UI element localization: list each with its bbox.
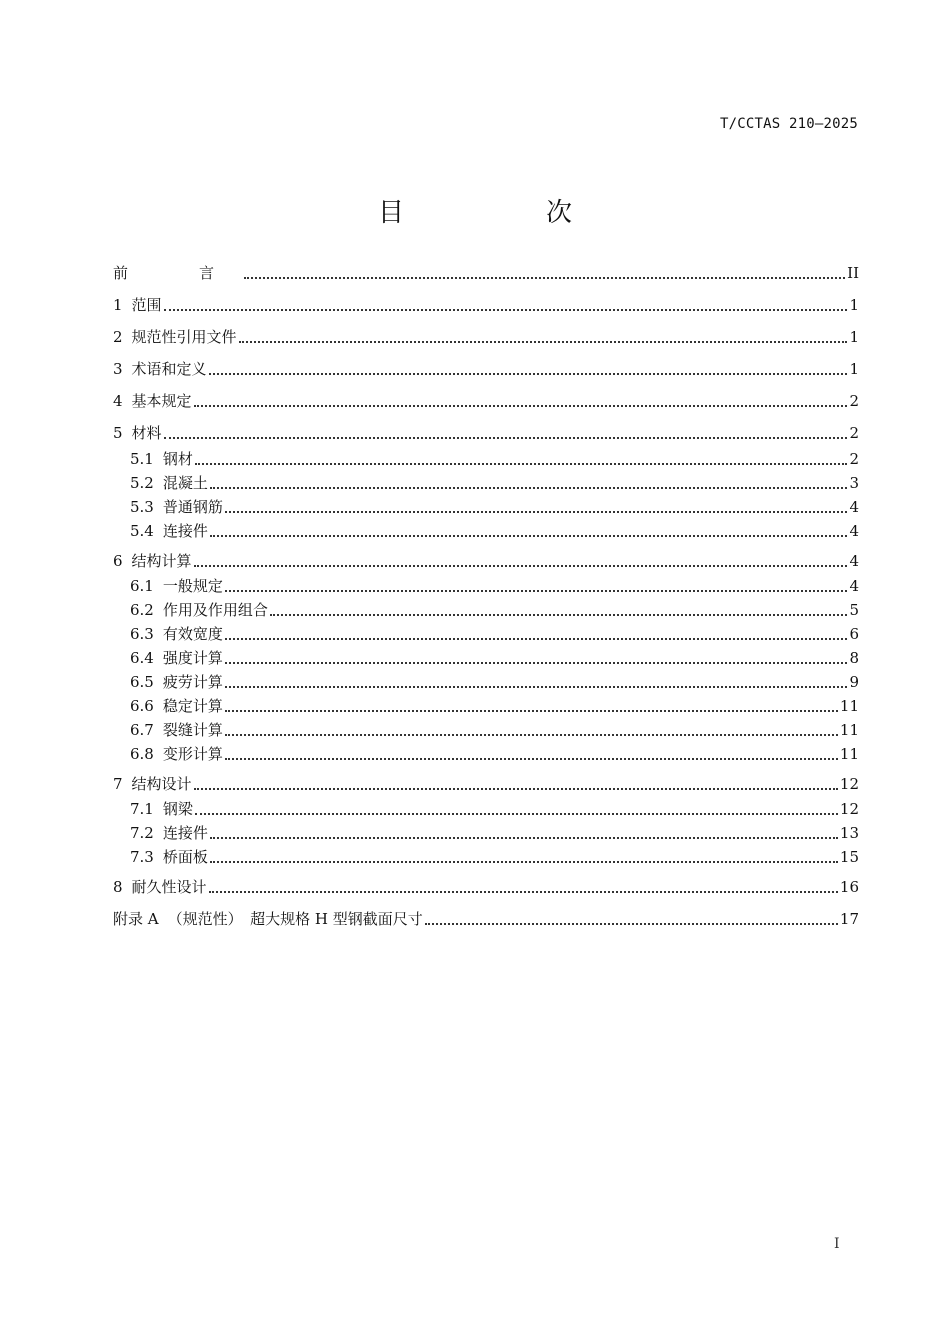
toc-entry-number: 7.3 (130, 848, 154, 866)
toc-entry-number: 6.7 (130, 721, 154, 739)
toc-entry[interactable] (113, 262, 859, 284)
toc-entry-title: 一般规定 (162, 577, 223, 595)
toc-entry-label (130, 695, 223, 717)
toc-entry-title: 耐久性设计 (131, 878, 207, 896)
toc-entry-label (113, 294, 162, 316)
toc-entry-title: 普通钢筋 (162, 498, 223, 516)
toc-page-number: 13 (839, 824, 859, 842)
toc-page-number: 11 (839, 745, 859, 763)
toc-page-number: 5 (849, 601, 859, 619)
toc-page-number: 6 (849, 625, 859, 643)
toc-entry-number: 5.4 (130, 522, 154, 540)
toc-entry-number: 7.1 (130, 800, 154, 818)
standard-code: T/CCTAS 210—2025 (719, 116, 858, 132)
toc-entry-title: 有效宽度 (162, 625, 223, 643)
toc-entry-label (113, 422, 162, 444)
toc-entry[interactable] (113, 294, 859, 316)
toc-entry[interactable] (130, 695, 859, 717)
toc-entry-label (113, 550, 192, 572)
toc-leader-dots (209, 891, 838, 893)
toc-entry-number: 5.1 (130, 450, 154, 468)
toc-page-number: 4 (849, 522, 859, 540)
toc-page-number: 2 (849, 392, 859, 410)
toc-page-number: 2 (849, 450, 859, 468)
toc-entry-title: 变形计算 (162, 745, 223, 763)
toc-entry-number: 5 (113, 424, 123, 442)
toc-entry-label (130, 575, 223, 597)
toc-entry-title: 范围 (131, 296, 162, 314)
toc-page-number: 15 (839, 848, 859, 866)
toc-entry-label (130, 520, 208, 542)
toc-entry-label (130, 599, 268, 621)
toc-page-number: 4 (849, 498, 859, 516)
toc-leader-dots (210, 837, 838, 839)
toc-entry-number: 附录 A (113, 910, 159, 928)
toc-entry[interactable] (130, 719, 859, 741)
toc-entry[interactable] (130, 647, 859, 669)
toc-entry-number: 3 (113, 360, 123, 378)
toc-entry-title: 作用及作用组合 (162, 601, 268, 619)
toc-leader-dots (244, 277, 845, 279)
toc-leader-dots (210, 535, 848, 537)
toc-leader-dots (239, 341, 848, 343)
toc-entry-title: 混凝土 (162, 474, 208, 492)
toc-entry-label (113, 358, 207, 380)
toc-page-number: 11 (839, 697, 859, 715)
toc-page-number: 17 (839, 910, 859, 928)
toc-page-number: 16 (839, 878, 859, 896)
toc-page-number: 1 (849, 328, 859, 346)
toc-page-number: 8 (849, 649, 859, 667)
toc-entry[interactable] (130, 822, 859, 844)
toc-entry-title: 材料 (131, 424, 162, 442)
toc-entry[interactable] (113, 358, 859, 380)
toc-entry[interactable] (130, 472, 859, 494)
toc-entry-title: 桥面板 (162, 848, 208, 866)
toc-entry-number: 6.2 (130, 601, 154, 619)
toc-leader-dots (225, 590, 848, 592)
toc-entry-number: 6.3 (130, 625, 154, 643)
toc-leader-dots (225, 638, 848, 640)
toc-entry-number: 5.3 (130, 498, 154, 516)
toc-entry-label (113, 773, 192, 795)
toc-entry-label (130, 448, 193, 470)
toc-entry[interactable] (130, 496, 859, 518)
toc-entry[interactable] (113, 550, 859, 572)
toc-entry-label (130, 719, 223, 741)
toc-entry-title: 钢材 (162, 450, 193, 468)
toc-entry-title: 结构设计 (131, 775, 192, 793)
toc-entry-title: 钢梁 (162, 800, 193, 818)
toc-entry-title: 连接件 (162, 824, 208, 842)
toc-page-number: 1 (849, 296, 859, 314)
toc-entry[interactable] (130, 599, 859, 621)
toc-entry-title: 术语和定义 (131, 360, 207, 378)
toc-entry-label (130, 496, 223, 518)
toc-entry-label (113, 876, 207, 898)
toc-entry-label (130, 647, 223, 669)
toc-entry[interactable] (130, 520, 859, 542)
toc-leader-dots (164, 437, 848, 439)
toc-entry-label (130, 822, 208, 844)
toc-entry[interactable] (130, 448, 859, 470)
toc-entry[interactable] (130, 798, 859, 820)
toc-leader-dots (194, 565, 848, 567)
toc-page-number: 4 (849, 577, 859, 595)
toc-page-number: 3 (849, 474, 859, 492)
toc-entry-title: 稳定计算 (162, 697, 223, 715)
toc-page-number: 11 (839, 721, 859, 739)
toc-entry[interactable] (113, 908, 859, 930)
toc-entry-label (130, 798, 193, 820)
toc-leader-dots (225, 662, 848, 664)
toc-leader-dots (210, 861, 838, 863)
toc-entry-label (130, 743, 223, 765)
toc-entry-number: 6.4 (130, 649, 154, 667)
page-title: 目 次 (377, 198, 630, 228)
toc-entry[interactable] (113, 422, 859, 444)
toc-entry-number: 7.2 (130, 824, 154, 842)
toc-entry-number: 1 (113, 296, 123, 314)
toc-entry-label (113, 908, 423, 930)
toc-leader-dots (209, 373, 848, 375)
toc-entry-title: 疲劳计算 (162, 673, 223, 691)
toc-leader-dots (194, 788, 838, 790)
toc-entry-label (113, 262, 242, 284)
toc-page-number: 9 (849, 673, 859, 691)
toc-entry-title: 裂缝计算 (162, 721, 223, 739)
toc-entry-title: 规范性引用文件 (131, 328, 237, 346)
toc-entry-number: 8 (113, 878, 123, 896)
toc-leader-dots (194, 405, 848, 407)
toc-entry[interactable] (130, 846, 859, 868)
toc-page-number: 4 (849, 552, 859, 570)
toc-entry-number: 6.8 (130, 745, 154, 763)
toc-entry[interactable] (130, 623, 859, 645)
toc-leader-dots (225, 710, 838, 712)
toc-entry-number: 7 (113, 775, 123, 793)
toc-entry-title: 连接件 (162, 522, 208, 540)
toc-entry-number: 6.1 (130, 577, 154, 595)
toc-entry-title: 前 言 (113, 264, 243, 282)
toc-entry[interactable] (113, 876, 859, 898)
toc-leader-dots (225, 511, 848, 513)
toc-entry-title: 强度计算 (162, 649, 223, 667)
toc-entry-label (130, 623, 223, 645)
toc-leader-dots (225, 734, 838, 736)
toc-leader-dots (164, 309, 848, 311)
toc-leader-dots (195, 813, 838, 815)
toc-leader-dots (225, 758, 838, 760)
toc-leader-dots (425, 923, 838, 925)
toc-page-number: 2 (849, 424, 859, 442)
toc-entry-label (113, 326, 237, 348)
toc-leader-dots (210, 487, 848, 489)
toc-entry-label (113, 390, 192, 412)
toc-entry-title: （规范性） 超大规格 H 型钢截面尺寸 (167, 910, 423, 928)
toc-page-number: II (847, 264, 859, 282)
toc-entry-number: 6.6 (130, 697, 154, 715)
toc-entry[interactable] (130, 575, 859, 597)
toc-page-number: 1 (849, 360, 859, 378)
toc-leader-dots (225, 686, 848, 688)
toc-entry-number: 5.2 (130, 474, 154, 492)
toc-page-number: 12 (839, 800, 859, 818)
toc-entry[interactable] (130, 743, 859, 765)
toc-entry[interactable] (113, 773, 859, 795)
toc-leader-dots (195, 463, 848, 465)
toc-entry-label (130, 472, 208, 494)
toc-entry-label (130, 671, 223, 693)
toc-entry-title: 结构计算 (131, 552, 192, 570)
toc-entry-number: 2 (113, 328, 123, 346)
toc-entry-number: 6 (113, 552, 123, 570)
page-number: I (834, 1236, 840, 1252)
toc-entry[interactable] (113, 390, 859, 412)
toc-page-number: 12 (839, 775, 859, 793)
toc-entry-number: 4 (113, 392, 123, 410)
toc-leader-dots (270, 614, 848, 616)
toc-entry-number: 6.5 (130, 673, 154, 691)
toc-entry[interactable] (130, 671, 859, 693)
toc-entry-label (130, 846, 208, 868)
toc-entry[interactable] (113, 326, 859, 348)
toc-entry-title: 基本规定 (131, 392, 192, 410)
